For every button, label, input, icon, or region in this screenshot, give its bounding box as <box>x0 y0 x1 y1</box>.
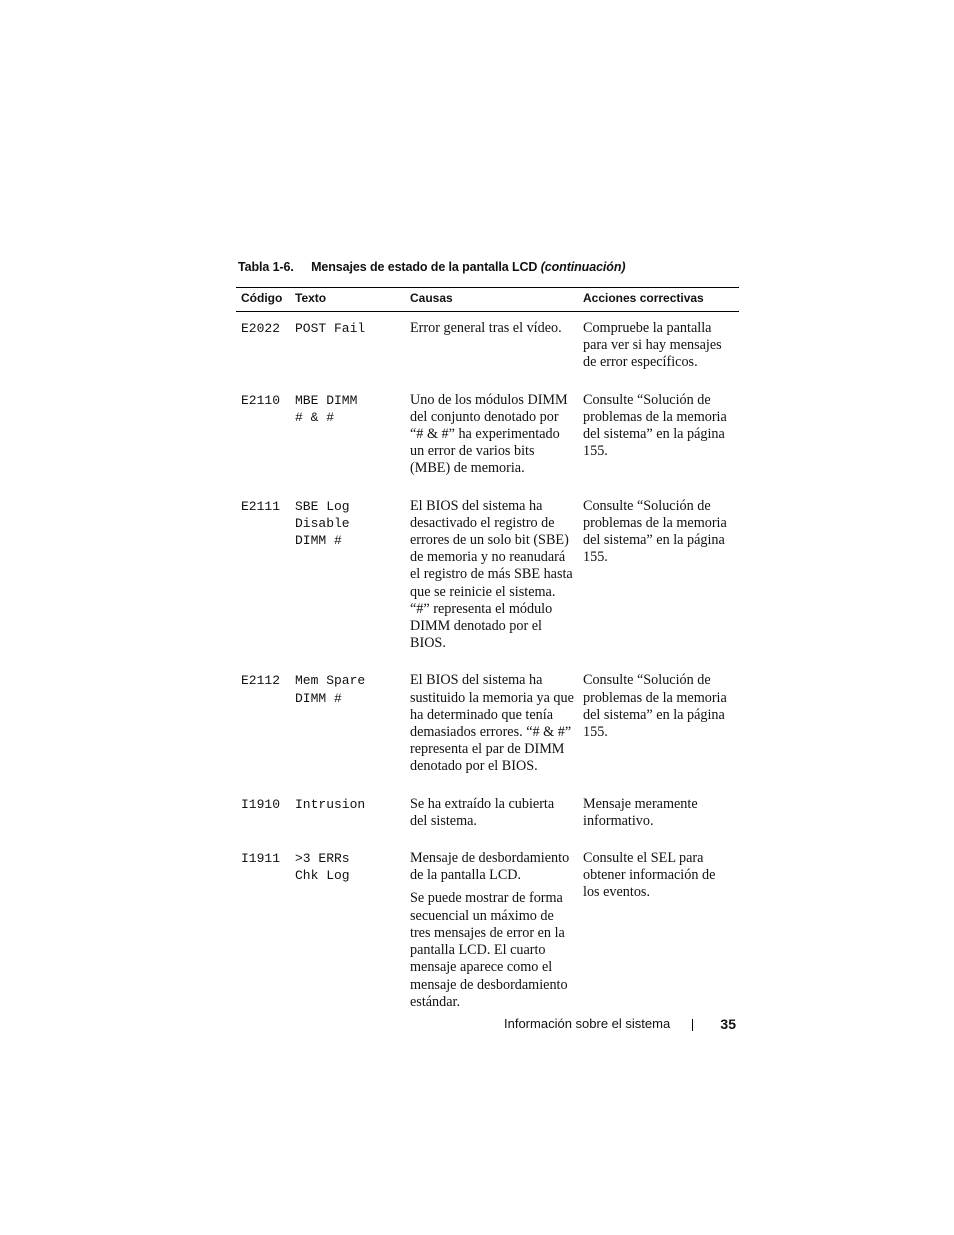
table-caption <box>238 260 625 274</box>
table-title: Mensajes de estado de la pantalla LCD <box>311 260 538 274</box>
cause-paragraph: Error general tras el vídeo. <box>410 320 562 336</box>
cell-text: MBE DIMM # & # <box>295 392 358 425</box>
cell-causes <box>405 312 578 386</box>
header-text: Texto <box>290 288 405 312</box>
page-number: 35 <box>720 1016 736 1032</box>
cell-code: E2112 <box>241 673 281 689</box>
cell-causes <box>405 666 578 789</box>
cell-causes <box>405 790 578 844</box>
cause-paragraph: Mensaje de desbordamiento de la pantalla LCD. <box>410 850 570 884</box>
cell-code: I1911 <box>241 851 281 867</box>
footer-divider <box>692 1019 693 1031</box>
cell-text: >3 ERRs Chk Log <box>295 851 350 884</box>
cell-code: E2111 <box>241 498 281 514</box>
cell-text: Mem Spare DIMM # <box>295 673 366 706</box>
cell-causes <box>405 492 578 667</box>
table-row <box>236 312 739 386</box>
table-row <box>236 790 739 844</box>
table-row <box>236 666 739 789</box>
cell-code: I1910 <box>241 796 281 812</box>
cell-actions: Consulte “Solución de problemas de la memoria del sistema” en la página 155. <box>583 672 727 741</box>
cell-text: SBE Log Disable DIMM # <box>295 498 350 549</box>
header-causes: Causas <box>405 288 578 312</box>
cell-causes <box>405 386 578 492</box>
table-number: Tabla 1-6. <box>238 260 294 274</box>
table-row <box>236 386 739 492</box>
header-code: Código <box>236 288 290 312</box>
cause-paragraph: El BIOS del sistema ha desactivado el registro de errores de un solo bit (SBE) de memoria y no reanudará el registro de más SBE hasta que se reinicie el sistema. “#” representa el módulo DIMM denotado por el BIOS. <box>410 497 573 652</box>
cell-code: E2110 <box>241 392 281 408</box>
table-row <box>236 492 739 667</box>
cell-actions: Mensaje meramente informativo. <box>583 795 698 829</box>
lcd-status-table <box>236 287 739 1025</box>
cause-paragraph: El BIOS del sistema ha sustituido la memoria ya que ha determinado que tenía demasiados errores. “# & #” representa el par de DIMM denotado por el BIOS. <box>410 672 574 775</box>
header-actions: Acciones correctivas <box>578 288 739 312</box>
table-header-row <box>236 288 739 312</box>
footer-section-title: Información sobre el sistema <box>504 1016 671 1031</box>
cause-paragraph: Uno de los módulos DIMM del conjunto denotado por “# & #” ha experimentado un error de varios bits (MBE) de memoria. <box>410 391 568 477</box>
table-continuation: (continuación) <box>540 260 626 274</box>
table-row <box>236 844 739 1025</box>
cell-actions: Consulte “Solución de problemas de la memoria del sistema” en la página 155. <box>583 391 727 460</box>
cause-paragraph: Se puede mostrar de forma secuencial un máximo de tres mensajes de error en la pantalla LCD. El cuarto mensaje aparece como el mensaje de desbordamiento estándar. <box>410 890 568 1010</box>
cell-actions: Consulte “Solución de problemas de la memoria del sistema” en la página 155. <box>583 497 727 566</box>
cell-code: E2022 <box>241 321 281 336</box>
cell-actions: Compruebe la pantalla para ver si hay mensajes de error específicos. <box>583 320 722 371</box>
cause-paragraph: Se ha extraído la cubierta del sistema. <box>410 795 555 829</box>
cell-causes <box>405 844 578 1025</box>
cell-text: Intrusion <box>295 796 366 812</box>
cell-text: POST Fail <box>295 321 366 336</box>
cell-actions: Consulte el SEL para obtener información de los eventos. <box>583 850 716 901</box>
